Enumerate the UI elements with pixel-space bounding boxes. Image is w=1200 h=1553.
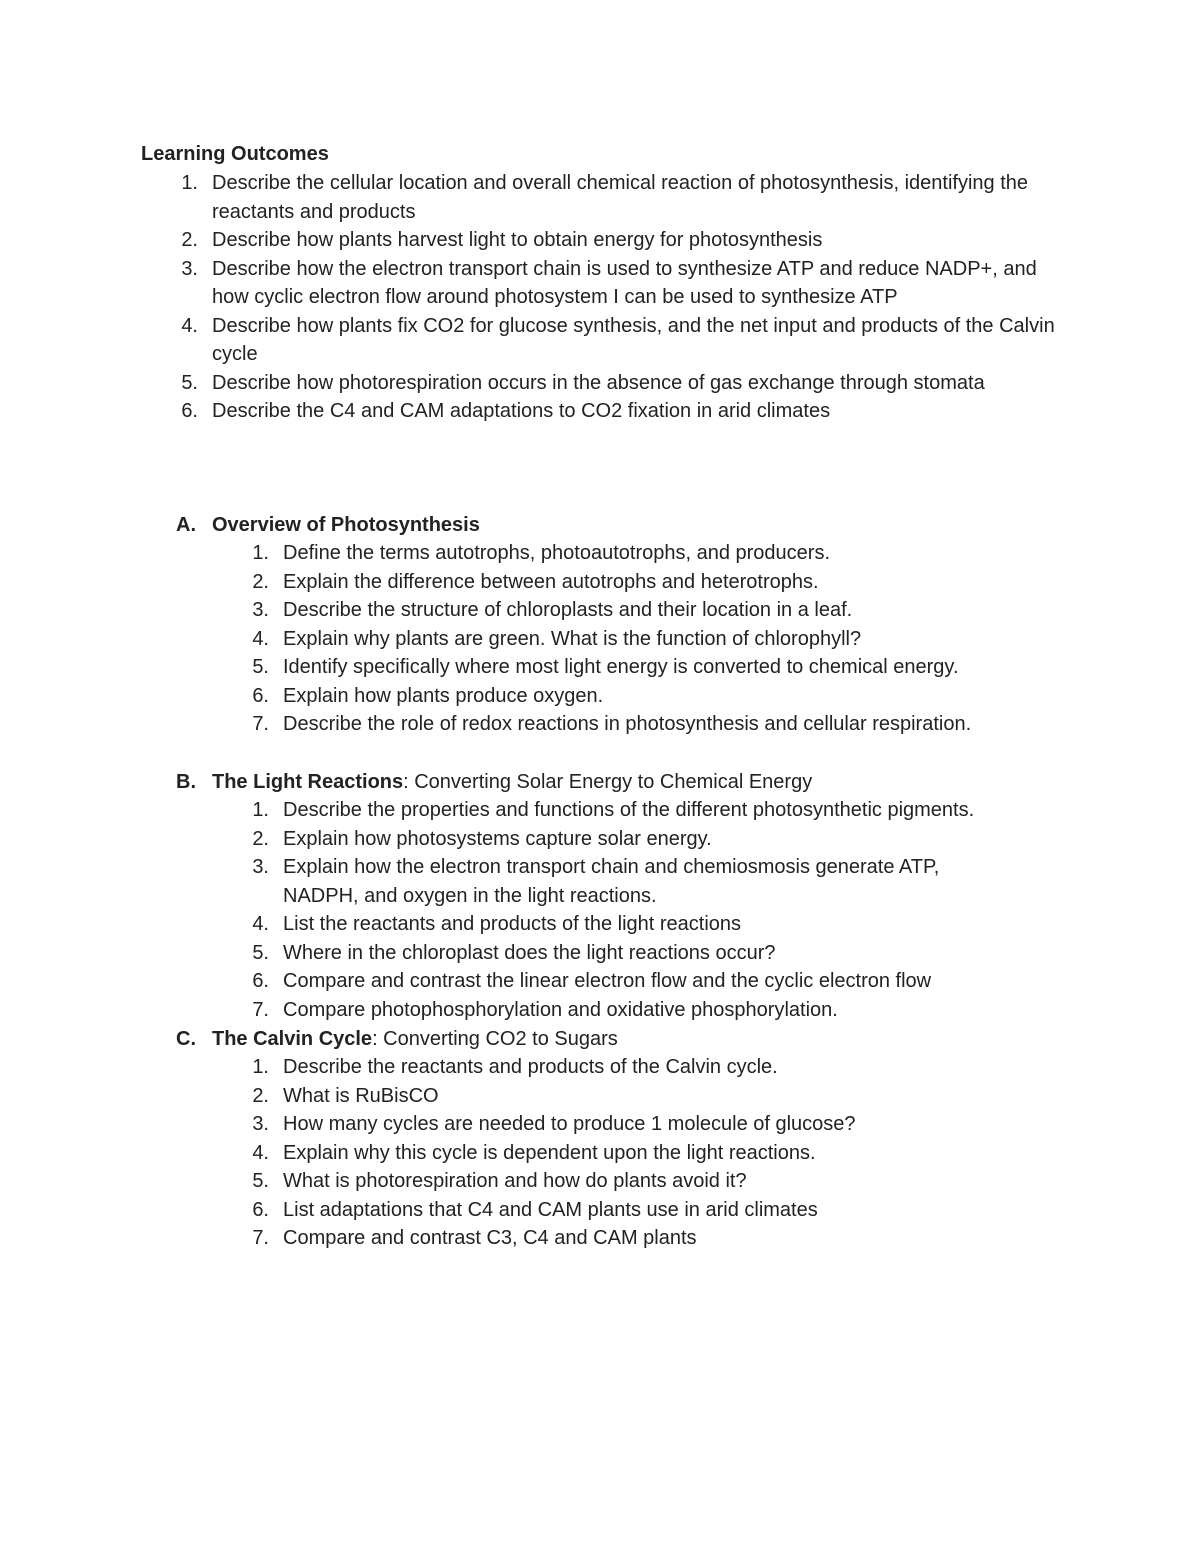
- section-a-letter: A.: [176, 514, 196, 536]
- section-c-title-rest: : Converting CO2 to Sugars: [372, 1028, 618, 1050]
- list-item: [252, 939, 1003, 968]
- list-item: [252, 625, 1083, 654]
- list-item: [252, 853, 1003, 910]
- list-item-number: 1.: [252, 799, 269, 821]
- list-item: [252, 1196, 1083, 1225]
- list-item: [252, 539, 1083, 568]
- list-item-text: List the reactants and products of the light reactions: [283, 913, 742, 935]
- list-item-text: Describe how photorespiration occurs in the absence of gas exchange through stomata: [212, 371, 985, 394]
- list-item-text: Describe the reactants and products of the Calvin cycle.: [283, 1056, 778, 1078]
- list-item: [181, 312, 1062, 369]
- list-item-text: Explain why plants are green. What is the function of chlorophyll?: [283, 627, 862, 650]
- list-item-number: 4.: [252, 913, 269, 935]
- learning-outcomes-heading: Learning Outcomes: [141, 143, 329, 165]
- list-item-text: Explain how photosystems capture solar energy.: [283, 827, 712, 850]
- section-c-title: [212, 1025, 618, 1053]
- list-item-number: 7.: [252, 998, 269, 1021]
- list-item-number: 7.: [252, 713, 269, 735]
- list-item: [252, 682, 1083, 711]
- list-item: [252, 1167, 1083, 1196]
- section-b-letter: B.: [176, 771, 196, 793]
- list-item-number: 4.: [181, 314, 198, 337]
- list-item-number: 7.: [252, 1227, 269, 1249]
- section-b-title: [212, 768, 812, 796]
- section-c-title-bold: The Calvin Cycle: [212, 1028, 373, 1050]
- list-item-text: Describe the cellular location and overall chemical reaction of photosynthesis, identifying the reactants and products: [212, 172, 1029, 223]
- list-item-text: Define the terms autotrophs, photoautotrophs, and producers.: [283, 542, 831, 564]
- list-item-number: 5.: [252, 656, 269, 678]
- list-item: [252, 710, 1083, 739]
- list-item-text: Describe the role of redox reactions in photosynthesis and cellular respiration.: [283, 713, 972, 735]
- section-a-title: [212, 511, 480, 539]
- list-item-number: 2.: [252, 1084, 269, 1107]
- list-item-text: Compare photophosphorylation and oxidative phosphorylation.: [283, 998, 838, 1021]
- list-item: [252, 596, 1083, 625]
- section-a-list: [252, 539, 1083, 739]
- list-item-text: Compare and contrast C3, C4 and CAM plants: [283, 1227, 697, 1249]
- list-item: [252, 1082, 1083, 1111]
- list-item: [181, 255, 1062, 312]
- list-item-text: Describe the properties and functions of the different photosynthetic pigments.: [283, 799, 975, 821]
- list-item-number: 1.: [252, 542, 269, 564]
- list-item: [181, 397, 1062, 426]
- list-item-number: 3.: [181, 257, 198, 280]
- list-item-text: What is RuBisCO: [283, 1084, 439, 1107]
- learning-outcomes-list: [181, 169, 1062, 426]
- section-a-title-bold: Overview of Photosynthesis: [212, 514, 480, 536]
- list-item: [252, 568, 1083, 597]
- list-item-number: 4.: [252, 1141, 269, 1164]
- list-item-number: 1.: [181, 172, 198, 194]
- list-item-number: 6.: [181, 400, 198, 422]
- list-item-number: 2.: [252, 570, 269, 593]
- list-item: [252, 1053, 1083, 1082]
- list-item: [181, 169, 1062, 226]
- list-item: [252, 1139, 1083, 1168]
- list-item-text: Compare and contrast the linear electron flow and the cyclic electron flow: [283, 970, 932, 992]
- list-item: [252, 796, 1003, 825]
- list-item: [181, 226, 1062, 255]
- list-item-text: Describe how the electron transport chain is used to synthesize ATP and reduce NADP+, and how cyclic electron flow around photosystem I can be used to synthesize ATP: [212, 257, 1037, 308]
- section-b-title-bold: The Light Reactions: [212, 771, 404, 793]
- list-item: [252, 996, 1003, 1025]
- list-item-number: 5.: [181, 371, 198, 394]
- list-item-text: Describe how plants fix CO2 for glucose synthesis, and the net input and products of the Calvin cycle: [212, 314, 1055, 365]
- section-c-list: [252, 1053, 1083, 1253]
- list-item-number: 1.: [252, 1056, 269, 1078]
- list-item: [252, 1224, 1083, 1253]
- list-item-text: Explain how the electron transport chain and chemiosmosis generate ATP, NADPH, and oxygen in the light reactions.: [283, 856, 940, 907]
- list-item-text: Explain how plants produce oxygen.: [283, 684, 604, 707]
- list-item-text: Describe the structure of chloroplasts and their location in a leaf.: [283, 599, 853, 621]
- list-item-text: List adaptations that C4 and CAM plants use in arid climates: [283, 1198, 818, 1221]
- section-c-letter: C.: [176, 1028, 196, 1050]
- list-item: [252, 653, 1083, 682]
- list-item: [252, 825, 1003, 854]
- list-item-number: 6.: [252, 1198, 269, 1221]
- list-item: [181, 369, 1062, 398]
- list-item-number: 3.: [252, 1113, 269, 1135]
- list-item-number: 5.: [252, 1170, 269, 1192]
- section-b-list: [252, 796, 1003, 1024]
- list-item-text: What is photorespiration and how do plants avoid it?: [283, 1170, 747, 1192]
- list-item: [252, 910, 1003, 939]
- list-item-text: Explain why this cycle is dependent upon the light reactions.: [283, 1141, 816, 1164]
- list-item-text: Describe how plants harvest light to obtain energy for photosynthesis: [212, 229, 823, 251]
- list-item-number: 3.: [252, 856, 269, 878]
- list-item-number: 2.: [252, 827, 269, 850]
- section-b-title-rest: : Converting Solar Energy to Chemical Energy: [403, 771, 813, 793]
- list-item-number: 3.: [252, 599, 269, 621]
- list-item-number: 5.: [252, 941, 269, 964]
- list-item-text: How many cycles are needed to produce 1 molecule of glucose?: [283, 1113, 856, 1135]
- list-item-text: Describe the C4 and CAM adaptations to CO2 fixation in arid climates: [212, 400, 831, 422]
- list-item-number: 6.: [252, 684, 269, 707]
- list-item-number: 4.: [252, 627, 269, 650]
- list-item-text: Explain the difference between autotrophs and heterotrophs.: [283, 570, 819, 593]
- list-item: [252, 967, 1003, 996]
- list-item-text: Where in the chloroplast does the light reactions occur?: [283, 941, 776, 964]
- list-item-number: 6.: [252, 970, 269, 992]
- list-item-text: Identify specifically where most light energy is converted to chemical energy.: [283, 656, 959, 678]
- list-item-number: 2.: [181, 229, 198, 251]
- list-item: [252, 1110, 1083, 1139]
